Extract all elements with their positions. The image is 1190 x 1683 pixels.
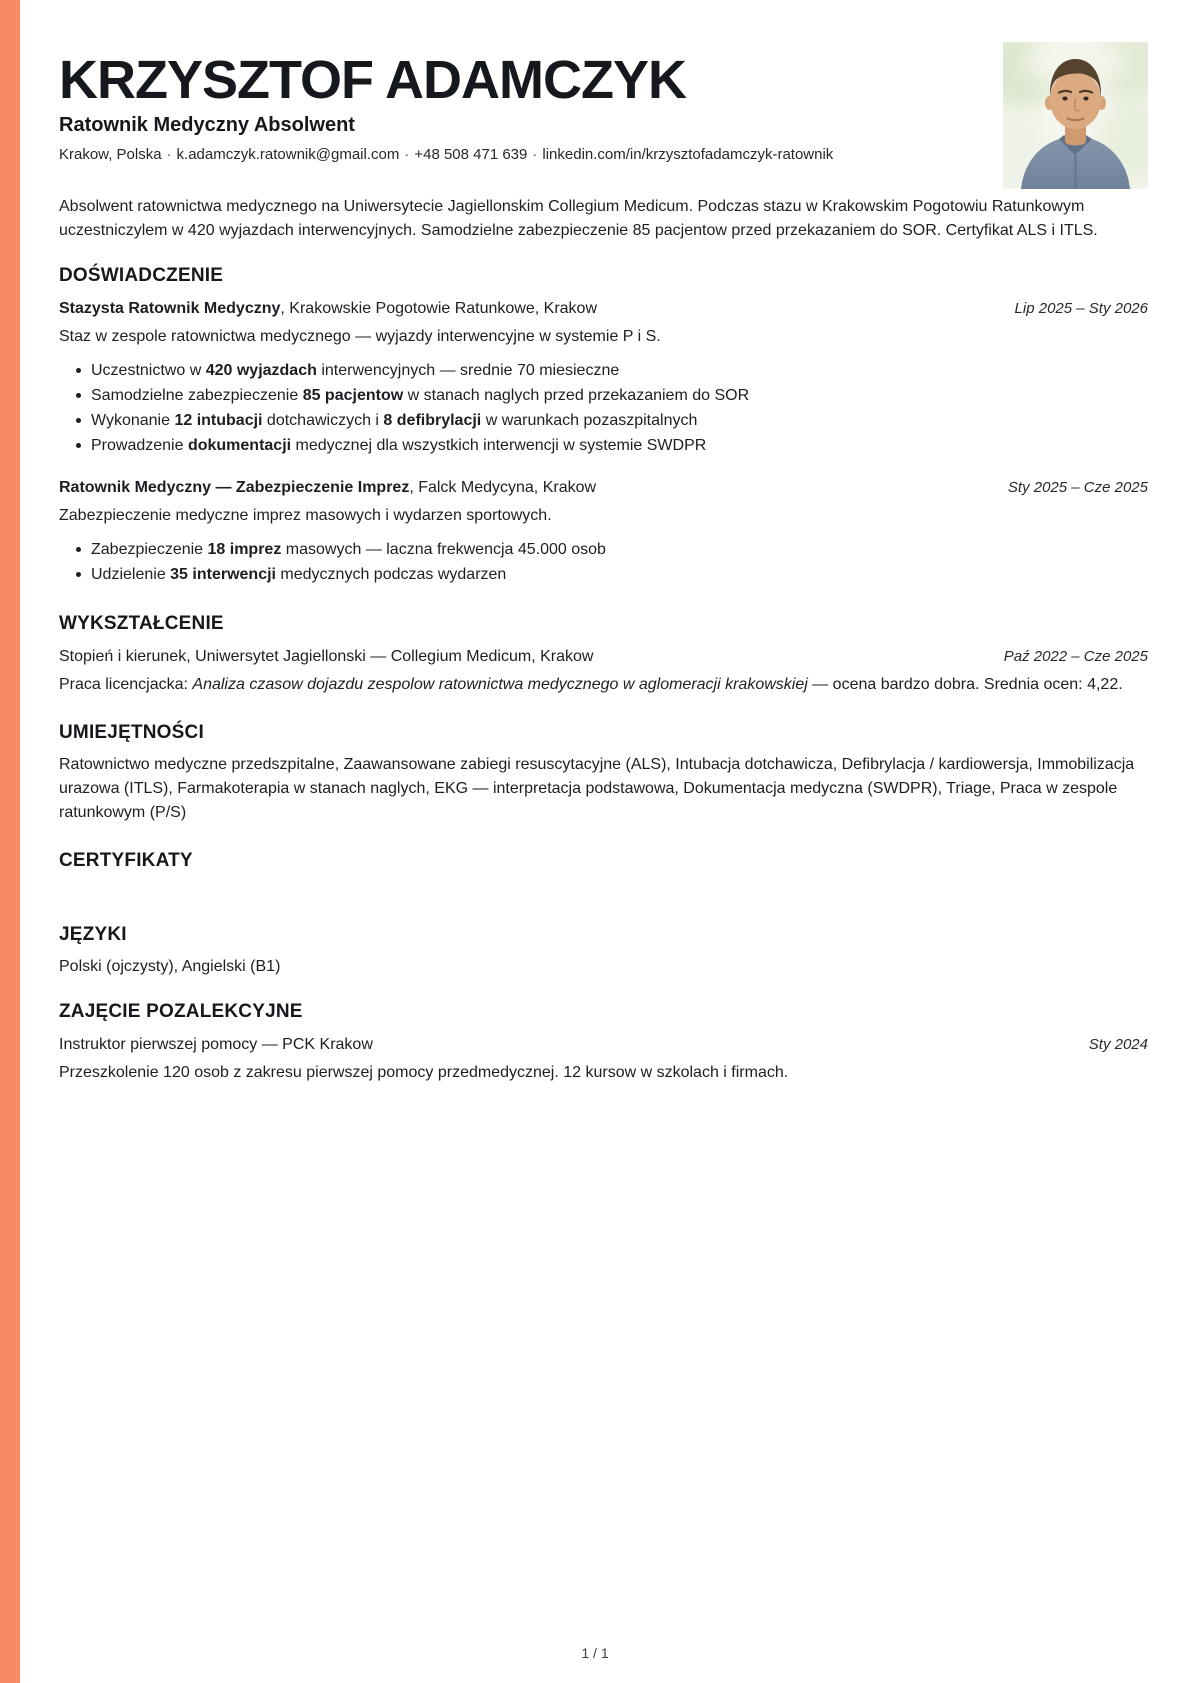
text-segment: Uczestnictwo w	[91, 362, 206, 379]
entry-description: Zabezpieczenie medyczne imprez masowych i wydarzen sportowych.	[59, 507, 552, 524]
section-heading-certificates: CERTYFIKATY	[59, 850, 193, 871]
contact-item: +48 508 471 639	[414, 146, 528, 164]
skills-text: Ratownictwo medyczne przedszpitalne, Zaawansowane zabiegi resuscytacyjne (ALS), Intubacja dotchawicza, Defibrylacja / kardiowersja, Immobilizacja urazowa (ITLS), Farmakoterapia w stanach naglych, EKG — interpretacja podstawowa, Dokumentacja medyczna (SWDPR), Triage, Praca w zespole ratunkowym (P/S)	[59, 756, 1135, 821]
text-segment: 420 wyjazdach	[205, 362, 317, 379]
entry-dates: Paź 2022 – Cze 2025	[1003, 648, 1148, 665]
entry-company: , Falck Medycyna, Krakow	[409, 479, 597, 496]
contact-item: linkedin.com/in/krzysztofadamczyk-ratownik	[542, 146, 834, 164]
text-segment: medycznych podczas wydarzen	[275, 566, 507, 583]
contact-line	[59, 146, 1003, 163]
entry-header	[59, 298, 1148, 320]
text-segment: masowych — laczna frekwencja 45.000 osob	[281, 541, 606, 558]
entry-header	[59, 646, 1148, 668]
header-text-block	[59, 40, 1003, 163]
text-segment: interwencyjnych — srednie 70 miesieczne	[316, 362, 620, 379]
section-heading-education: WYKSZTAŁCENIE	[59, 613, 224, 634]
activity-title-line: Instruktor pierwszej pomocy — PCK Krakow	[59, 1036, 373, 1053]
education-thesis-line	[59, 673, 1148, 697]
activity-description: Przeszkolenie 120 osob z zakresu pierwszej pomocy przedmedycznej. 12 kursow w szkolach i firmach.	[59, 1064, 789, 1081]
text-segment: dotchawiczych i	[262, 412, 384, 429]
entry-titleline	[59, 298, 617, 320]
contact-separator: ·	[166, 146, 172, 164]
text-segment: Analiza czasow dojazdu zespolow ratownictwa medycznego w aglomeracji krakowskiej	[192, 676, 808, 693]
bullet-item	[91, 383, 1148, 408]
certificates-empty-area	[59, 872, 1148, 902]
text-segment: dokumentacji	[187, 437, 292, 454]
candidate-name: KRZYSZTOF ADAMCZYK	[59, 50, 686, 110]
experience-entry	[59, 298, 1148, 458]
section-heading-activities: ZAJĘCIE POZALEKCYJNE	[59, 1001, 303, 1022]
experience-entry	[59, 477, 1148, 587]
text-segment: w warunkach pozaszpitalnych	[481, 412, 698, 429]
text-segment: Wykonanie	[91, 412, 175, 429]
section-heading-skills: UMIEJĘTNOŚCI	[59, 722, 204, 743]
contact-item: k.adamczyk.ratownik@gmail.com	[176, 146, 400, 164]
text-segment: 85 pacjentow	[302, 387, 404, 404]
entry-dates: Sty 2025 – Cze 2025	[1007, 479, 1148, 496]
contact-separator: ·	[532, 146, 538, 164]
education-degree-line: Stopień i kierunek, Uniwersytet Jagiellonski — Collegium Medicum, Krakow	[59, 648, 594, 665]
bullet-item	[91, 358, 1148, 383]
text-segment: 8 defibrylacji	[383, 412, 482, 429]
section-heading-languages: JĘZYKI	[59, 924, 127, 945]
languages-text: Polski (ojczysty), Angielski (B1)	[59, 958, 281, 975]
bullet-item	[91, 562, 1148, 587]
summary-paragraph: Absolwent ratownictwa medycznego na Uniwersytecie Jagiellonskim Collegium Medicum. Podczas stazu w Krakowskim Pogotowiu Ratunkowym uczestniczylem w 420 wyjazdach interwencyjnych. Samodzielne zabezpieczenie 85 pacjentow przed przekazaniem do SOR. Certyfikat ALS i ITLS.	[59, 198, 1098, 239]
text-segment: 18 imprez	[207, 541, 282, 558]
page-indicator: 1 / 1	[581, 1645, 609, 1661]
profile-photo	[1003, 42, 1148, 189]
entry-dates: Sty 2024	[1088, 1036, 1148, 1053]
text-segment: — ocena bardzo dobra. Srednia ocen: 4,22.	[807, 676, 1123, 693]
text-segment: Prowadzenie	[91, 437, 188, 454]
bullet-item	[91, 408, 1148, 433]
text-segment: Zabezpieczenie	[91, 541, 208, 558]
resume-header	[59, 40, 1148, 189]
entry-titleline	[59, 477, 616, 499]
entry-bullet-list	[59, 537, 1148, 587]
contact-item: Krakow, Polska	[59, 146, 162, 164]
section-heading-experience: DOŚWIADCZENIE	[59, 265, 224, 286]
entry-company: , Krakowskie Pogotowie Ratunkowe, Krakow	[280, 300, 597, 317]
candidate-title: Ratownik Medyczny Absolwent	[59, 114, 355, 137]
text-segment: 12 intubacji	[174, 412, 263, 429]
text-segment: w stanach naglych przed przekazaniem do SOR	[403, 387, 750, 404]
bullet-item	[91, 537, 1148, 562]
entry-header	[59, 477, 1148, 499]
entry-header	[59, 1034, 1148, 1056]
entry-bullet-list	[59, 358, 1148, 458]
text-segment: Udzielenie	[91, 566, 171, 583]
profile-photo-illustration	[1003, 42, 1148, 189]
contact-separator: ·	[404, 146, 410, 164]
activity-entry	[59, 1034, 1148, 1085]
text-segment: 35 interwencji	[170, 566, 276, 583]
entry-description: Staz w zespole ratownictwa medycznego — wyjazdy interwencyjne w systemie P i S.	[59, 328, 661, 345]
text-segment: medycznej dla wszystkich interwencji w systemie SWDPR	[291, 437, 707, 454]
entry-title: Stazysta Ratownik Medyczny	[59, 300, 281, 317]
text-segment: Samodzielne zabezpieczenie	[91, 387, 303, 404]
entry-title: Ratownik Medyczny — Zabezpieczenie Imprez	[59, 479, 410, 496]
text-segment: Praca licencjacka:	[59, 676, 193, 693]
entry-dates: Lip 2025 – Sty 2026	[1014, 300, 1148, 317]
education-entry	[59, 646, 1148, 697]
bullet-item	[91, 433, 1148, 458]
